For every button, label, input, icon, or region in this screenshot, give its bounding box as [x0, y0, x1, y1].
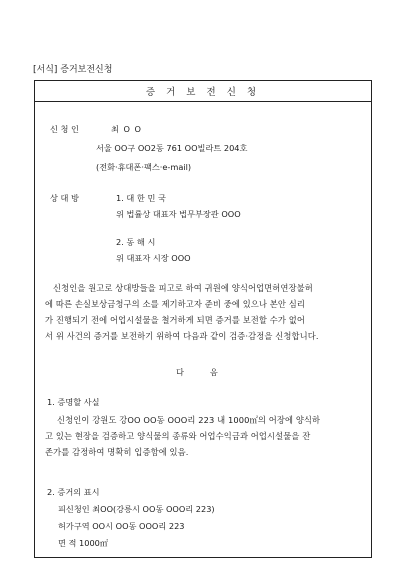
section-1-body — [45, 412, 363, 460]
petition-body — [45, 280, 363, 344]
section-2-heading: 2. 증거의 표시 — [47, 487, 100, 497]
body-line: 에 따른 손실보상금청구의 소를 제기하고자 준비 중에 있으나 본안 심리 — [45, 299, 305, 309]
section-1-heading: 1. 증명할 사실 — [47, 397, 100, 407]
applicant-address: 서울 OO구 OO2동 761 OO빌라트 204호 — [96, 143, 248, 153]
form-label: [서식] 증거보전신청 — [33, 65, 113, 75]
title-row — [35, 81, 371, 102]
respondent-1-representative: 위 법률상 대표자 법무부장관 OOO — [116, 209, 241, 219]
respondent-1-name: 1. 대 한 민 국 — [116, 193, 166, 203]
section-1-line: 존가를 감정하여 명확히 입증함에 있음. — [45, 447, 189, 457]
applicant-name: 최 O O — [111, 124, 143, 134]
respondent-2-name: 2. 동 해 시 — [116, 237, 156, 247]
section-2-line: 면 적 1000㎡ — [58, 538, 109, 548]
applicant-label: 신 청 인 — [50, 124, 79, 134]
body-line: 신청인을 원고로 상대방들을 피고로 하여 귀원에 양식어업면허연장불허 — [53, 283, 313, 293]
section-1-line: 신청인이 강원도 강OO OO동 OOO리 223 내 1000㎡의 어장에 양식하 — [57, 415, 321, 425]
body-line: 서 위 사건의 증거를 보전하기 위하여 다음과 같이 검증·감정을 신청합니다. — [45, 331, 319, 341]
document-box — [34, 80, 372, 558]
section-2-line: 피신청인 최OO(강릉시 OO동 OOO리 223) — [58, 504, 215, 514]
respondent-label: 상 대 방 — [50, 193, 79, 203]
next-heading: 다 음 — [176, 367, 218, 377]
section-1-line: 고 있는 현장을 검증하고 양식물의 종류와 어업수익금과 어업시설물을 잔 — [45, 431, 311, 441]
applicant-contact: (전화·휴대폰·팩스·e-mail) — [96, 162, 192, 172]
respondent-2-representative: 위 대표자 시장 OOO — [116, 253, 191, 263]
body-line: 가 진행되기 전에 어업시설물을 철거하게 되면 증거를 보전할 수가 없어 — [45, 315, 305, 325]
document-title: 증 거 보 전 신 청 — [145, 87, 261, 98]
section-2-line: 허가구역 OO시 OO동 OOO리 223 — [58, 521, 185, 531]
